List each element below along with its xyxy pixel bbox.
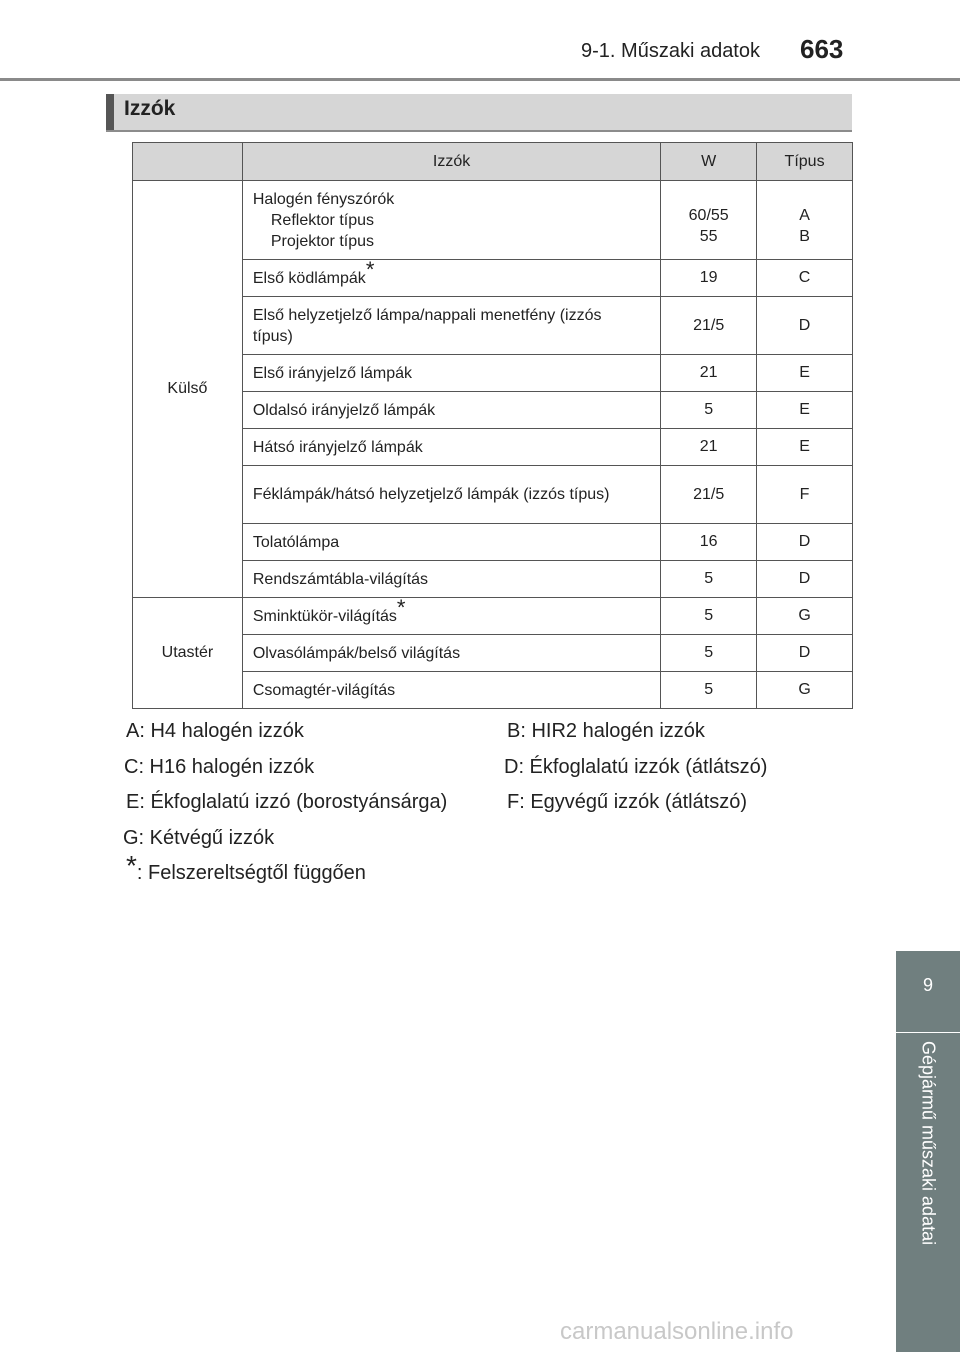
row-label xyxy=(242,256,660,297)
row-label-text: Sminktükör-világítás xyxy=(252,607,397,625)
row-type: A B xyxy=(757,181,853,260)
chapter-number: 9 xyxy=(922,975,933,995)
legend-g: G: Kétvégű izzók xyxy=(123,827,275,849)
legend-b: B: HIR2 halogén izzók xyxy=(507,720,705,742)
row-type: D xyxy=(757,297,853,355)
row-watt: 60/55 55 xyxy=(661,181,757,260)
page-number: 663 xyxy=(800,34,844,64)
row-type: D xyxy=(757,561,853,598)
row-label: Rendszámtábla-világítás xyxy=(242,561,660,598)
row-label: Első helyzetjelző lámpa/nappali menetfény (izzós típus) xyxy=(242,297,660,355)
chapter-label: Gépjármű műszaki adatai xyxy=(918,1041,939,1246)
legend-f: F: Egyvégű izzók (átlátszó) xyxy=(507,791,748,813)
row-label: Oldalsó irányjelző lámpák xyxy=(242,392,660,429)
row-label-text: Első ködlámpák xyxy=(252,269,366,287)
table-header-row xyxy=(133,143,853,181)
footnote-star-icon: * xyxy=(396,594,406,620)
section-title: Izzók xyxy=(124,97,176,120)
row-type: D xyxy=(757,524,853,561)
chapter-strip xyxy=(896,1033,960,1352)
footnote-text: : Felszereltségtől függően xyxy=(136,862,366,884)
row-watt: 5 xyxy=(661,392,757,429)
row-label-line: Halogén fényszórók xyxy=(252,190,395,208)
row-type: E xyxy=(757,355,853,392)
chapter-tab xyxy=(896,951,960,1032)
footnote-star-icon: * xyxy=(365,256,375,282)
row-label: Csomagtér-világítás xyxy=(242,672,660,709)
row-type: F xyxy=(757,466,853,524)
row-type: G xyxy=(757,598,853,635)
bulbs-table xyxy=(132,142,853,709)
row-watt: 21/5 xyxy=(661,466,757,524)
column-header-type: Típus xyxy=(757,143,853,181)
row-type: C xyxy=(757,260,853,297)
row-label: Olvasólámpák/belső világítás xyxy=(242,635,660,672)
row-watt: 16 xyxy=(661,524,757,561)
legend-e: E: Ékfoglalatú izzó (borostyánsárga) xyxy=(126,791,448,813)
legend-c: C: H16 halogén izzók xyxy=(124,756,315,778)
table-row xyxy=(133,598,853,635)
row-label xyxy=(242,181,660,260)
row-watt: 21/5 xyxy=(661,297,757,355)
row-type: E xyxy=(757,392,853,429)
row-watt: 5 xyxy=(661,635,757,672)
watermark: carmanualsonline.info xyxy=(560,1318,794,1345)
row-type: D xyxy=(757,635,853,672)
row-label: Tolatólámpa xyxy=(242,524,660,561)
chapter-label-wrapper xyxy=(896,1033,960,1352)
column-header-watt: W xyxy=(661,143,757,181)
row-watt: 21 xyxy=(661,429,757,466)
section-accent xyxy=(106,94,114,130)
section-heading-bar xyxy=(106,94,852,132)
row-label: Féklámpák/hátsó helyzetjelző lámpák (izzós típus) xyxy=(242,466,660,524)
row-type: G xyxy=(757,672,853,709)
column-header-bulbs: Izzók xyxy=(242,143,660,181)
row-type: E xyxy=(757,429,853,466)
column-header-category xyxy=(133,143,243,181)
table-row xyxy=(133,181,853,260)
legend-a: A: H4 halogén izzók xyxy=(126,720,304,742)
category-interior: Utastér xyxy=(133,598,243,709)
header-title: 9-1. Műszaki adatok xyxy=(581,40,760,62)
row-label: Első irányjelző lámpák xyxy=(242,355,660,392)
footnote-star-icon: * xyxy=(126,850,137,881)
row-watt: 21 xyxy=(661,355,757,392)
header-divider xyxy=(0,78,960,81)
legend-d: D: Ékfoglalatú izzók (átlátszó) xyxy=(504,756,768,778)
row-watt: 5 xyxy=(661,561,757,598)
legend-footnote xyxy=(126,850,366,885)
row-watt: 19 xyxy=(661,260,757,297)
row-watt: 5 xyxy=(661,672,757,709)
row-watt: 5 xyxy=(661,598,757,635)
row-label xyxy=(242,594,660,635)
category-exterior: Külső xyxy=(133,181,243,598)
row-label: Hátsó irányjelző lámpák xyxy=(242,429,660,466)
row-label-sub: Reflektor típus xyxy=(270,211,375,229)
row-label-sub: Projektor típus xyxy=(270,232,375,250)
